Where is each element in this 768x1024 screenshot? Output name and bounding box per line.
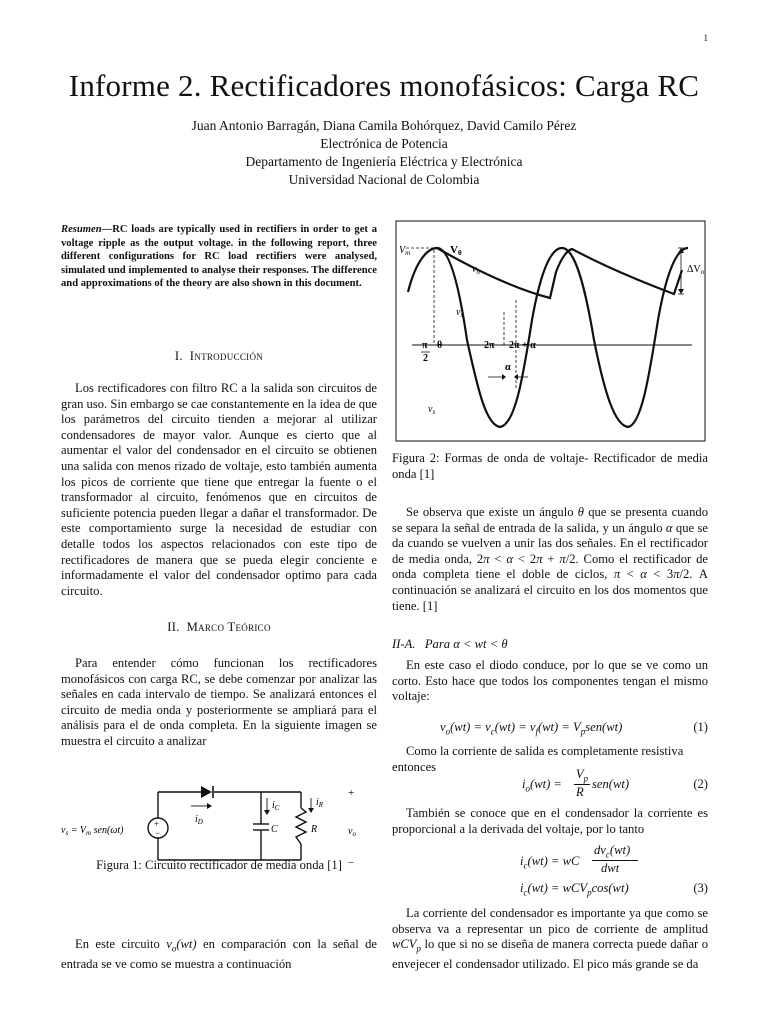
output-voltage-label: $v_o$ [348, 826, 356, 838]
equation-3-number: (3) [693, 881, 708, 895]
equation-1-number: (1) [693, 720, 708, 734]
vs-label-bottom: $v_s$ [428, 404, 436, 416]
svg-text:+: + [154, 819, 160, 829]
section-heading-intro: I. Introducción [174, 349, 264, 363]
equation-2-number: (2) [693, 777, 708, 791]
authors: Juan Antonio Barragán, Diana Camila Bohórquez, David Camilo Pérez [191, 118, 577, 133]
author-block [0, 117, 768, 189]
resistor-current-label: $i_R$ [316, 797, 324, 809]
page-number: 1 [703, 33, 708, 43]
abstract-label: Resumen [61, 224, 102, 235]
two-pi-label: 2π [484, 340, 495, 351]
resistor-label: R [311, 824, 318, 835]
paper-title: Informe 2. Rectificadores monofásicos: Carga RC [68, 68, 700, 103]
equation-2: $i_o(wt)$ = $V_p$ R sen(wt) (2) [522, 767, 708, 799]
two-pi-alpha-label: 2π + α [509, 340, 536, 351]
figure-1-caption: Figura 1: Circuito rectificador de media onda [1] [96, 858, 342, 872]
vo-label: $v_o$ [472, 264, 480, 276]
pi-label: π [422, 340, 428, 351]
university: Universidad Nacional de Colombia [288, 172, 480, 187]
abstract [61, 223, 377, 291]
paragraph-resistive: Como la corriente de salida es completamente resistiva entonces [392, 744, 684, 774]
svg-text:−: − [155, 828, 161, 838]
paragraph-angles: Se observa que existe un ángulo θ que se presenta cuando se separa la señal de entrada de la salida, y un ángulo α que se da cuando se vuelven a unir las dos señales. En el rectificador de media onda, 2π < α < 2π + π/2. Como el rectificador de onda completa tiene el doble de ciclos, π < α < 3π/2. A continuación se analizará el circuito en los dos momentos que tiene. [1] [392, 505, 709, 613]
v-theta-label: Vθ [450, 244, 462, 257]
input-wave [408, 248, 688, 427]
figure-1-circuit [61, 778, 377, 868]
vm-label: $V_m$ [399, 245, 411, 257]
theory-paragraph: Para entender cómo funcionan los rectificadores monofásicos con carga RC, se debe comenzar por analizar las señales en cada intervalo de tiempo. Se analizará entonces el circuito de media onda y posteriormente se ampliará para el análisis para el de onda completa. En la siguiente imagen se muestra el circuito a analizar [61, 656, 377, 748]
alpha-label: α [505, 362, 511, 373]
capacitor-current-label: $i_C$ [272, 800, 280, 812]
department: Departamento de Ingeniería Eléctrica y Electrónica [245, 154, 523, 169]
course: Electrónica de Potencia [320, 136, 448, 151]
delta-vo-label: $\Delta V_o$ [687, 264, 705, 276]
figure-2-caption: Figura 2: Formas de onda de voltaje- Rectificador de media onda [1] [392, 451, 708, 481]
theta-label: θ [437, 340, 443, 351]
diode-current-label: $i_D$ [195, 814, 203, 826]
equation-3: $i_c(wt)$ = wC $dv_c(wt)$ dwt $i_c(wt) = wCV_p\cos(wt)$ (3) [520, 843, 708, 898]
two-label: 2 [423, 353, 428, 364]
paragraph-capacitor: También se conoce que en el condensador la corriente es proporcional a la derivada del voltaje, por lo tanto [392, 806, 708, 836]
plus-terminal: + [348, 787, 355, 799]
minus-terminal: − [348, 857, 355, 868]
source-label: $v_s = V_m$ sen(ωt) [61, 825, 124, 837]
after-figure-1-paragraph: En este circuito $v_o(wt)$ en comparación con la señal de entrada se ve como se muestra a continuación [61, 937, 377, 972]
paragraph-diode-conducts: En este caso el diodo conduce, por lo que se ve como un corto. Esto hace que todos los componentes tengan el mismo voltaje: [392, 658, 708, 704]
capacitor-label: C [271, 824, 278, 835]
intro-paragraph: Los rectificadores con filtro RC a la salida son circuitos de gran uso. Sin embargo se cae constantemente en la idea de que los parámetros del circuito tienden a mejorar al utilizar condensadores de mayor valor. Aunque es cierto que al aumentar el valor del condensador en el circuito se obtienen una salida con menos rizado de voltaje, esto también aumenta los picos de corriente que tiene que entregar la fuente o el transformador al circuito, fenómenos que en circuitos de suficiente potencia pueden llegar a dañar el transformador. De este comportamiento surge la necesidad de estudiar con detalle todos los aspectos relacionados con este tipo de rectificadores de manera que se pueda elegir conciente e informadamente el valor del condensador optimo para cada circuito. [61, 381, 377, 598]
vs-label-top: $v_s$ [456, 307, 464, 319]
figure-2-waveforms [392, 220, 708, 448]
section-heading-theory: II. Marco Teórico [167, 620, 271, 634]
equation-1: $v_o(wt) = v_c(wt) = v_f(wt) = V_psen(wt)$ (1) [440, 720, 708, 737]
abstract-text: —RC loads are typically used in rectifiers in order to get a voltage ripple as the output voltage. in the following report, three different configurations for RC load rectifiers were analysed, simulated und implemented to analyse their responses. The difference and approximations of the theory are also shown in this document. [61, 224, 377, 290]
paragraph-capacitor-peak: La corriente del condensador es importante ya que como se observa va a representar un pico de corriente de amplitud wCV$_p$ lo que si no se diseña de manera correcta puede dañar o envejecer el condensador utilizado. El pico más grande se da [392, 906, 708, 972]
diode-icon [201, 786, 212, 798]
subsection-heading: II-A. Para α < wt < θ [392, 637, 508, 651]
